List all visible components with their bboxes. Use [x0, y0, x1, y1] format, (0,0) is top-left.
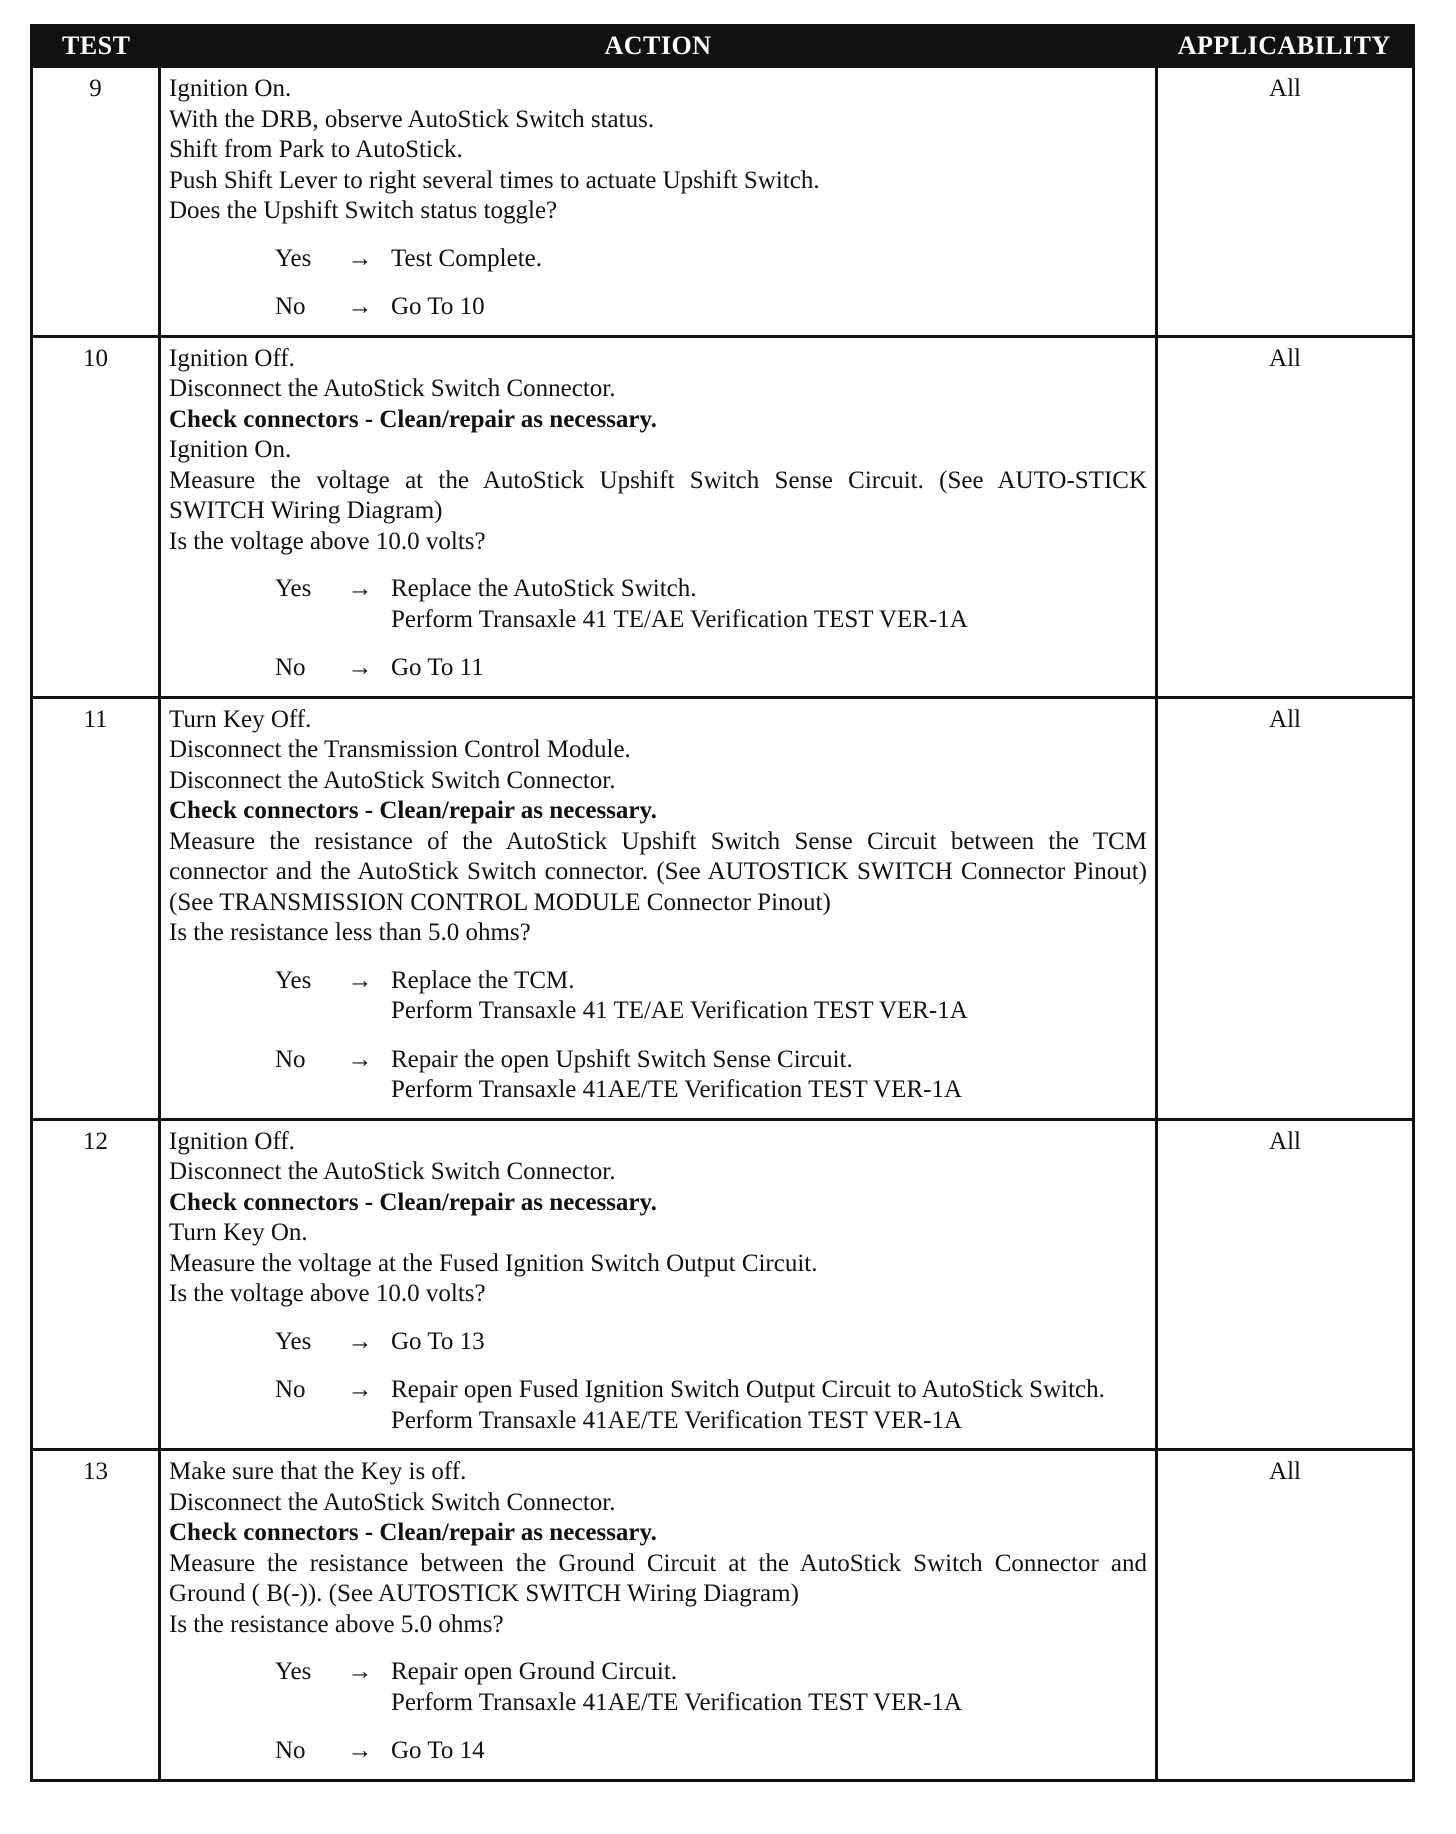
header-action: ACTION — [160, 26, 1157, 67]
result-label: No — [275, 1737, 306, 1764]
test-number: 10 — [32, 336, 160, 697]
result-no — [169, 292, 1147, 323]
result-text — [385, 292, 1147, 323]
step-text: Shift from Park to AutoStick. — [169, 136, 463, 163]
result-yes — [169, 1327, 1147, 1358]
arrow-icon: → — [347, 575, 373, 602]
table-row — [32, 1450, 1414, 1781]
arrow-icon: → — [347, 1327, 373, 1355]
result-label: No — [275, 654, 306, 681]
result-line: Replace the TCM. — [391, 966, 575, 994]
result-label: Yes — [275, 966, 312, 994]
table-row — [32, 336, 1414, 697]
result-list — [169, 574, 1147, 684]
step-warning: Check connectors - Clean/repair as necessary. — [169, 1188, 657, 1216]
result-list — [169, 1327, 1147, 1437]
arrow-icon: → — [347, 293, 373, 320]
result-list — [169, 1657, 1147, 1767]
step-warning: Check connectors - Clean/repair as necessary. — [169, 797, 657, 824]
step-text: Disconnect the AutoStick Switch Connector. — [169, 766, 616, 794]
applicability-cell: All — [1157, 697, 1414, 1119]
step-text: Measure the voltage at the AutoStick Upshift Switch Sense Circuit. (See AUTO-STICK SWITCH Wiring Diagram) — [169, 466, 1147, 524]
result-text — [385, 966, 1147, 1027]
result-list — [169, 966, 1147, 1106]
result-no — [169, 653, 1147, 684]
result-text — [385, 1736, 1147, 1767]
result-label: Yes — [275, 244, 312, 272]
header-test: TEST — [32, 26, 160, 67]
test-number: 9 — [32, 67, 160, 337]
step-warning: Check connectors - Clean/repair as necessary. — [169, 1519, 657, 1546]
result-yes — [169, 1657, 1147, 1718]
result-list — [169, 244, 1147, 323]
step-text: Ignition Off. — [169, 1127, 295, 1155]
result-line: Go To 11 — [391, 654, 484, 681]
result-text — [385, 574, 1147, 635]
arrow-icon: → — [347, 1376, 373, 1403]
step-text: Is the voltage above 10.0 volts? — [169, 527, 486, 555]
action-cell — [160, 336, 1157, 697]
step-text: Measure the voltage at the Fused Ignition Switch Output Circuit. — [169, 1249, 818, 1277]
result-line: Perform Transaxle 41 TE/AE Verification TEST VER-1A — [391, 997, 968, 1024]
step-text: Ignition On. — [169, 75, 292, 102]
header-applicability: APPLICABILITY — [1157, 26, 1414, 67]
result-yes — [169, 244, 1147, 275]
test-table — [30, 24, 1415, 1782]
step-text: Push Shift Lever to right several times to actuate Upshift Switch. — [169, 166, 820, 194]
step-text: Disconnect the AutoStick Switch Connector. — [169, 1488, 616, 1516]
step-text: Make sure that the Key is off. — [169, 1458, 467, 1485]
result-line: Replace the AutoStick Switch. — [391, 575, 697, 602]
result-line: Perform Transaxle 41AE/TE Verification TEST VER-1A — [391, 1076, 963, 1103]
result-line: Go To 13 — [391, 1327, 485, 1355]
result-label: No — [275, 293, 306, 320]
result-label: No — [275, 1045, 306, 1073]
action-cell — [160, 697, 1157, 1119]
result-yes — [169, 966, 1147, 1027]
table-header — [32, 26, 1414, 67]
applicability-cell: All — [1157, 336, 1414, 697]
result-line: Perform Transaxle 41 TE/AE Verification TEST VER-1A — [391, 605, 968, 633]
table-row — [32, 697, 1414, 1119]
result-label: Yes — [275, 1658, 312, 1685]
step-text: With the DRB, observe AutoStick Switch status. — [169, 105, 655, 133]
step-text: Is the voltage above 10.0 volts? — [169, 1280, 486, 1307]
result-text — [385, 1375, 1147, 1436]
result-yes — [169, 574, 1147, 635]
arrow-icon: → — [347, 1045, 373, 1073]
step-text: Does the Upshift Switch status toggle? — [169, 197, 558, 224]
arrow-icon: → — [347, 1737, 373, 1764]
step-text: Ignition Off. — [169, 344, 295, 372]
test-number: 11 — [32, 697, 160, 1119]
step-text: Disconnect the AutoStick Switch Connector. — [169, 375, 616, 402]
result-no — [169, 1375, 1147, 1436]
arrow-icon: → — [347, 654, 373, 681]
result-text — [385, 244, 1147, 275]
result-no — [169, 1045, 1147, 1106]
step-warning: Check connectors - Clean/repair as necessary. — [169, 405, 657, 433]
table-row — [32, 67, 1414, 337]
arrow-icon: → — [347, 244, 373, 272]
result-line: Go To 14 — [391, 1737, 485, 1764]
step-text: Ignition On. — [169, 436, 292, 463]
arrow-icon: → — [347, 1658, 373, 1685]
result-text — [385, 1327, 1147, 1358]
result-line: Repair open Fused Ignition Switch Output Circuit to AutoStick Switch. — [391, 1376, 1105, 1403]
step-text: Turn Key Off. — [169, 705, 312, 733]
applicability-cell: All — [1157, 1119, 1414, 1450]
result-line: Go To 10 — [391, 293, 485, 320]
step-text: Disconnect the Transmission Control Module. — [169, 736, 631, 763]
test-number: 12 — [32, 1119, 160, 1450]
result-text — [385, 1657, 1147, 1718]
result-line: Perform Transaxle 41AE/TE Verification TEST VER-1A — [391, 1688, 963, 1716]
step-text: Measure the resistance between the Ground Circuit at the AutoStick Switch Connector and Ground ( B(-)). (See AUTOSTICK SWITCH Wiring Diagram) — [169, 1549, 1147, 1607]
step-text: Is the resistance less than 5.0 ohms? — [169, 919, 531, 946]
applicability-cell: All — [1157, 67, 1414, 337]
result-line: Test Complete. — [391, 244, 543, 272]
action-cell — [160, 1450, 1157, 1781]
result-line: Repair the open Upshift Switch Sense Circuit. — [391, 1045, 853, 1073]
table-row — [32, 1119, 1414, 1450]
test-number: 13 — [32, 1450, 160, 1781]
action-cell — [160, 67, 1157, 337]
result-text — [385, 653, 1147, 684]
arrow-icon: → — [347, 966, 373, 994]
diagnostic-test-sheet — [30, 24, 1412, 1782]
action-cell — [160, 1119, 1157, 1450]
step-text: Is the resistance above 5.0 ohms? — [169, 1610, 504, 1638]
applicability-cell: All — [1157, 1450, 1414, 1781]
result-label: Yes — [275, 575, 312, 602]
result-no — [169, 1736, 1147, 1767]
step-text: Turn Key On. — [169, 1219, 308, 1246]
result-text — [385, 1045, 1147, 1106]
result-label: Yes — [275, 1327, 312, 1355]
result-line: Repair open Ground Circuit. — [391, 1658, 678, 1685]
step-text: Disconnect the AutoStick Switch Connector. — [169, 1158, 616, 1185]
step-text: Measure the resistance of the AutoStick Upshift Switch Sense Circuit between the TCM connector and the AutoStick Switch connector. (See AUTOSTICK SWITCH Connector Pinout) (See TRANSMISSION CONTROL MODULE Connector Pinout) — [169, 827, 1147, 916]
result-label: No — [275, 1376, 306, 1403]
table-body — [32, 67, 1414, 1781]
result-line: Perform Transaxle 41AE/TE Verification TEST VER-1A — [391, 1406, 963, 1434]
